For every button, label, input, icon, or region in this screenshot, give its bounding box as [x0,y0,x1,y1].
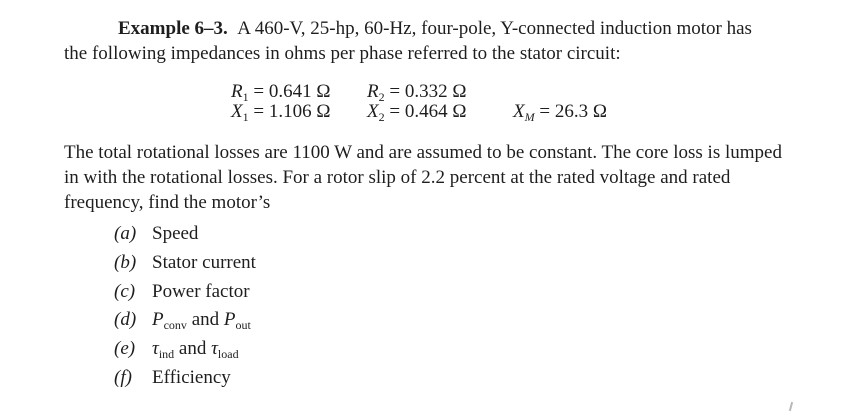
example-first-line [64,16,794,41]
impedance-r1: $R_1 = 0.641$ Ω [231,81,331,104]
list-item-e: (e) $\tau_{ind}$ and $\tau_{load}$ [114,338,239,361]
list-item-d: (d) $P_{conv}$ and $P_{out}$ [114,309,251,332]
impedance-xm: $X_M = 26.3$ Ω [513,101,607,124]
list-item-f: (f) Efficiency [114,367,231,388]
example-line-1: A 460-V, 25-hp, 60-Hz, four-pole, Y-connected induction motor has [237,18,752,39]
problem-statement: The total rotational losses are 1100 W and are assumed to be constant. The core loss is lumped in with the rotational losses. For a rotor slip of 2.2 percent at the rated voltage and rated frequency, find the motor’s [64,142,782,213]
example-intro [64,16,794,66]
list-item-a: (a) Speed [114,223,199,244]
list-item-b: (b) Stator current [114,252,256,273]
scan-mark [789,402,793,411]
impedance-x2: $X_2 = 0.464$ Ω [367,101,467,124]
example-label: Example 6–3. [118,18,228,39]
list-item-c: (c) Power factor [114,281,250,302]
impedance-r2: $R_2 = 0.332$ Ω [367,81,467,104]
impedance-x1: $X_1 = 1.106$ Ω [231,101,331,124]
example-line-2: the following impedances in ohms per phase referred to the stator circuit: [64,43,621,64]
